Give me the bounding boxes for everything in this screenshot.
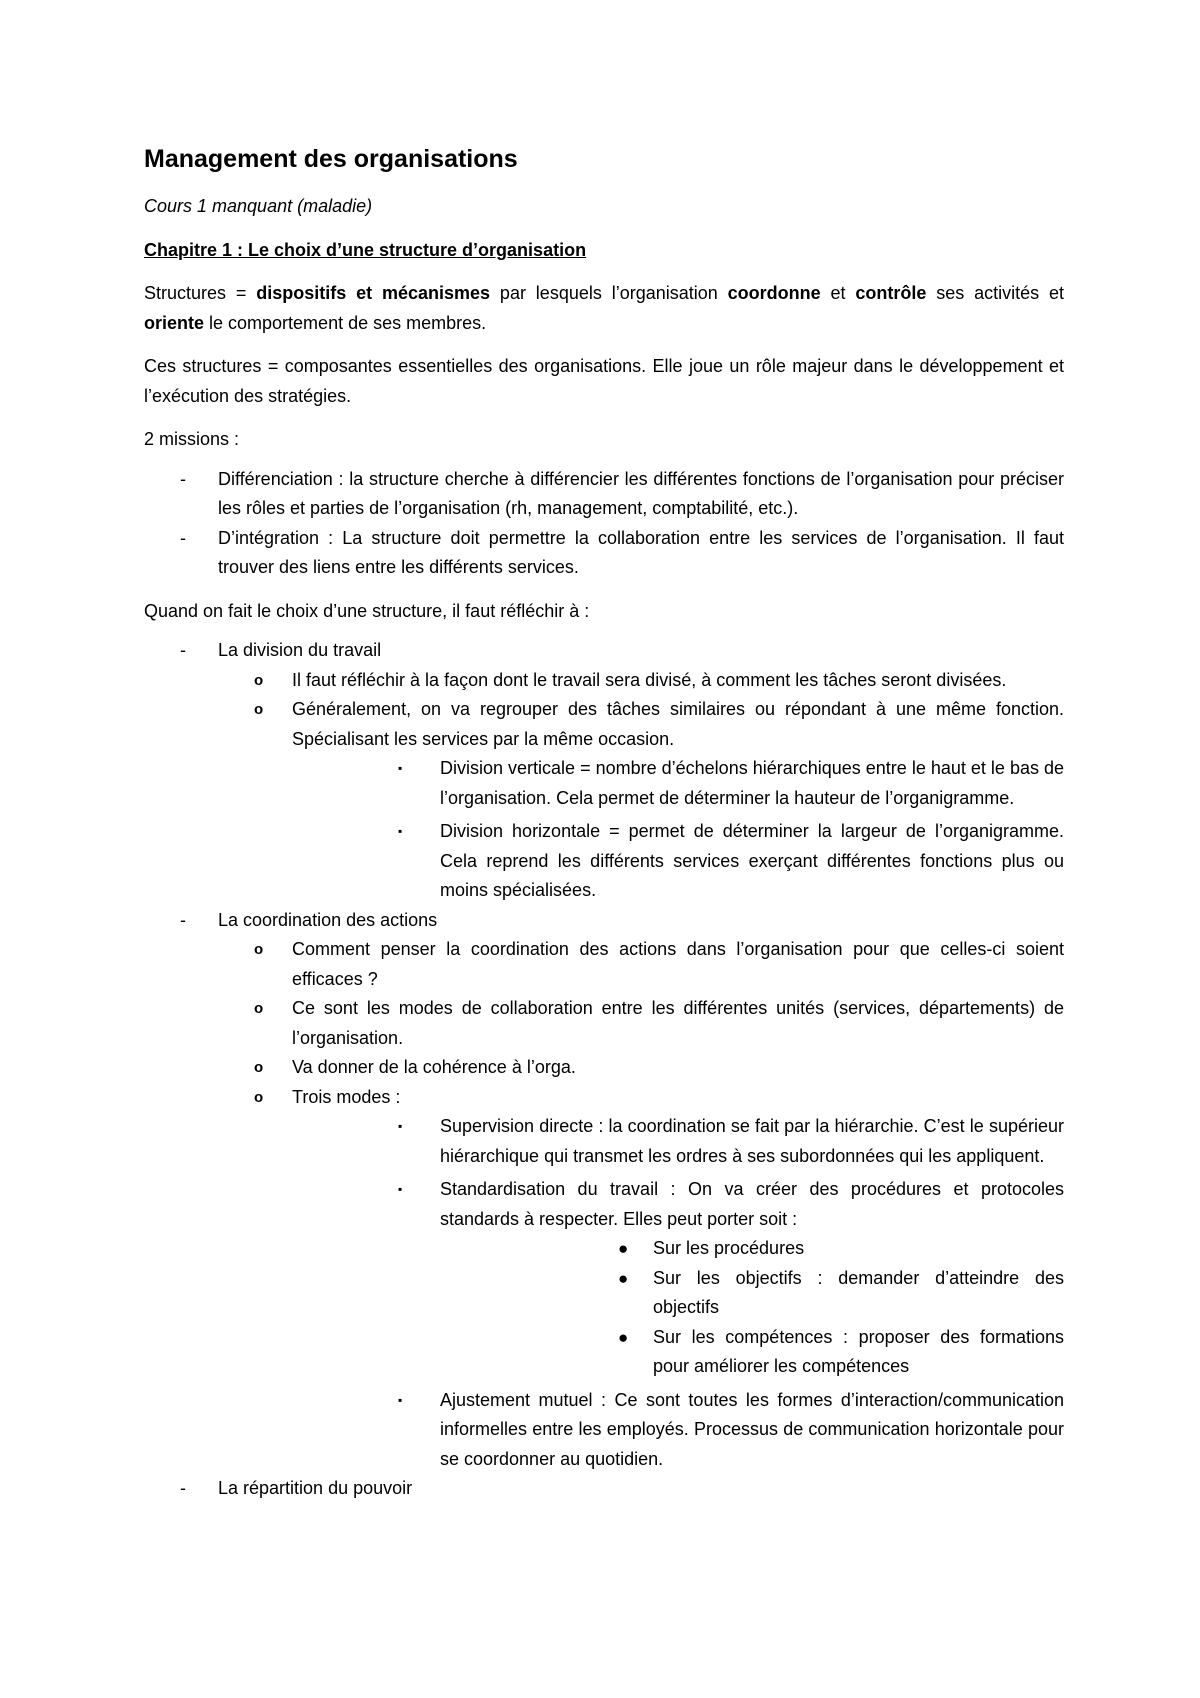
list-item: ● Sur les procédures — [366, 1234, 1064, 1264]
structures-paragraph: Ces structures = composantes essentielles des organisations. Elle joue un rôle majeur dans le développement et l’exécution des stratégies. — [144, 356, 1064, 406]
list-item: o Ce sont les modes de collaboration entre les différentes unités (services, départements) de l’organisation. — [144, 994, 1064, 1053]
list-item: ● Sur les objectifs : demander d’atteindre des objectifs — [366, 1264, 1064, 1323]
dash-bullet: - — [180, 909, 186, 930]
list-item: o Généralement, on va regrouper des tâches similaires ou répondant à une même fonction. Spécialisant les services par la même occasion. ▪ Division verticale = nombre d’échelons hiérarchiques entre le haut et le bas de l’organisation. Cela permet de déterminer la hauteur de l’organigramme. ▪ Division horizontale = permet de déterminer la largeur de l’organigramme. Cela reprend les différents services exerçant différentes fonctions plus ou moins spécialisées. — [144, 695, 1064, 906]
coordination-sublist — [144, 935, 1064, 1474]
missions-label: 2 missions : — [144, 429, 240, 449]
dot-bullet: ● — [618, 1239, 629, 1258]
chapter-heading: Chapitre 1 : Le choix d’une structure d’organisation — [144, 239, 587, 260]
list-item-coordination: - La coordination des actions o Comment penser la coordination des actions dans l’organisation pour que celles-ci soient efficaces ? o Ce sont les modes de collaboration entre les différentes unités (services, départements) de l’organisation. o Va donner de la cohérence à l’orga. o Trois modes : ▪ Supervision directe : la coordination se fait par la hiérarchie. C’est le supérieur hiérarchique qui transmet les ordres à ses subordonnées qui les appliquent. ▪ Standardisation du travail : On va créer des procédures et protocoles standards à respecter. Elles peut porter soit : ● Sur les procédures ● Sur les objectifs : demander d’atteindre des objectifs ● Sur les compétences : proposer des formations pour améliorer les compétences ▪ Ajustement mutuel : Ce sont toutes les formes d’interaction/communication informelles entre les employés. Processus de communication horizontale pour se coordonner au quotidien. — [144, 906, 1064, 1475]
list-item: o Va donner de la cohérence à l’orga. — [144, 1053, 1064, 1083]
list-item: ● Sur les compétences : proposer des formations pour améliorer les compétences — [366, 1323, 1064, 1382]
document-body — [144, 142, 1064, 1518]
dot-bullet: ● — [618, 1327, 629, 1347]
list-item: o Il faut réfléchir à la façon dont le travail sera divisé, à comment les tâches seront divisées. — [144, 666, 1064, 696]
dash-bullet: - — [180, 1478, 186, 1498]
list-item: ▪ Supervision directe : la coordination se fait par la hiérarchie. C’est le supérieur hiérarchique qui transmet les ordres à ses subordonnées qui les appliquent. — [218, 1112, 1064, 1171]
list-item: ▪ Standardisation du travail : On va créer des procédures et protocoles standards à respecter. Elles peut porter soit : ● Sur les procédures ● Sur les objectifs : demander d’atteindre des objectifs ● Sur les compétences : proposer des formations pour améliorer les compétences — [218, 1175, 1064, 1382]
list-item: - D’intégration : La structure doit permettre la collaboration entre les services de l’organisation. Il faut trouver des liens entre les différents services. — [144, 524, 1064, 583]
division-sublist — [144, 666, 1064, 906]
dash-bullet: - — [180, 640, 186, 660]
list-item: o Trois modes : ▪ Supervision directe : la coordination se fait par la hiérarchie. C’est le supérieur hiérarchique qui transmet les ordres à ses subordonnées qui les appliquent. ▪ Standardisation du travail : On va créer des procédures et protocoles standards à respecter. Elles peut porter soit : ● Sur les procédures ● Sur les objectifs : demander d’atteindre des objectifs ● Sur les compétences : proposer des formations pour améliorer les compétences ▪ Ajustement mutuel : Ce sont toutes les formes d’interaction/communication informelles entre les employés. Processus de communication horizontale pour se coordonner au quotidien. — [144, 1083, 1064, 1475]
square-bullet: ▪ — [398, 824, 403, 838]
circle-bullet: o — [254, 1000, 264, 1017]
missions-list — [144, 465, 1064, 583]
square-bullet: ▪ — [398, 761, 403, 775]
division-types-list — [218, 754, 1064, 906]
square-bullet: ▪ — [398, 1392, 403, 1407]
choice-intro: Quand on fait le choix d’une structure, il faut réfléchir à : — [144, 600, 590, 621]
standardisation-list — [366, 1234, 1064, 1382]
list-item: ▪ Ajustement mutuel : Ce sont toutes les formes d’interaction/communication informelles entre les employés. Processus de communication horizontale pour se coordonner au quotidien. — [218, 1386, 1064, 1475]
structures-definition: Structures = dispositifs et mécanismes par lesquels l’organisation coordonne et contrôle ses activités et oriente le comportement de ses membres. — [144, 283, 1065, 333]
circle-bullet: o — [254, 671, 264, 689]
dot-bullet: ● — [618, 1268, 629, 1288]
list-item-repartition: - La répartition du pouvoir — [144, 1474, 1064, 1504]
coordination-modes-list — [218, 1112, 1064, 1474]
square-bullet: ▪ — [398, 1182, 403, 1196]
square-bullet: ▪ — [398, 1119, 403, 1133]
list-item-division: - La division du travail o Il faut réfléchir à la façon dont le travail sera divisé, à comment les tâches seront divisées. o Généralement, on va regrouper des tâches similaires ou répondant à une même fonction. Spécialisant les services par la même occasion. ▪ Division verticale = nombre d’échelons hiérarchiques entre le haut et le bas de l’organisation. Cela permet de déterminer la hauteur de l’organigramme. ▪ Division horizontale = permet de déterminer la largeur de l’organigramme. Cela reprend les différents services exerçant différentes fonctions plus ou moins spécialisées. — [144, 636, 1064, 906]
list-item: ▪ Division horizontale = permet de déterminer la largeur de l’organigramme. Cela reprend les différents services exerçant différentes fonctions plus ou moins spécialisées. — [218, 817, 1064, 906]
circle-bullet: o — [254, 701, 264, 718]
dash-bullet: - — [180, 527, 186, 548]
document-title: Management des organisations — [144, 145, 518, 173]
dash-bullet: - — [180, 468, 186, 489]
course-note: Cours 1 manquant (maladie) — [144, 196, 373, 216]
circle-bullet: o — [254, 941, 264, 958]
circle-bullet: o — [254, 1088, 264, 1106]
circle-bullet: o — [254, 1059, 264, 1076]
structure-factors-list — [144, 636, 1064, 1504]
list-item: - Différenciation : la structure cherche à différencier les différentes fonctions de l’organisation pour préciser les rôles et parties de l’organisation (rh, management, comptabilité, etc.). — [144, 465, 1064, 524]
list-item: o Comment penser la coordination des actions dans l’organisation pour que celles-ci soient efficaces ? — [144, 935, 1064, 994]
list-item: ▪ Division verticale = nombre d’échelons hiérarchiques entre le haut et le bas de l’organisation. Cela permet de déterminer la hauteur de l’organigramme. — [218, 754, 1064, 813]
